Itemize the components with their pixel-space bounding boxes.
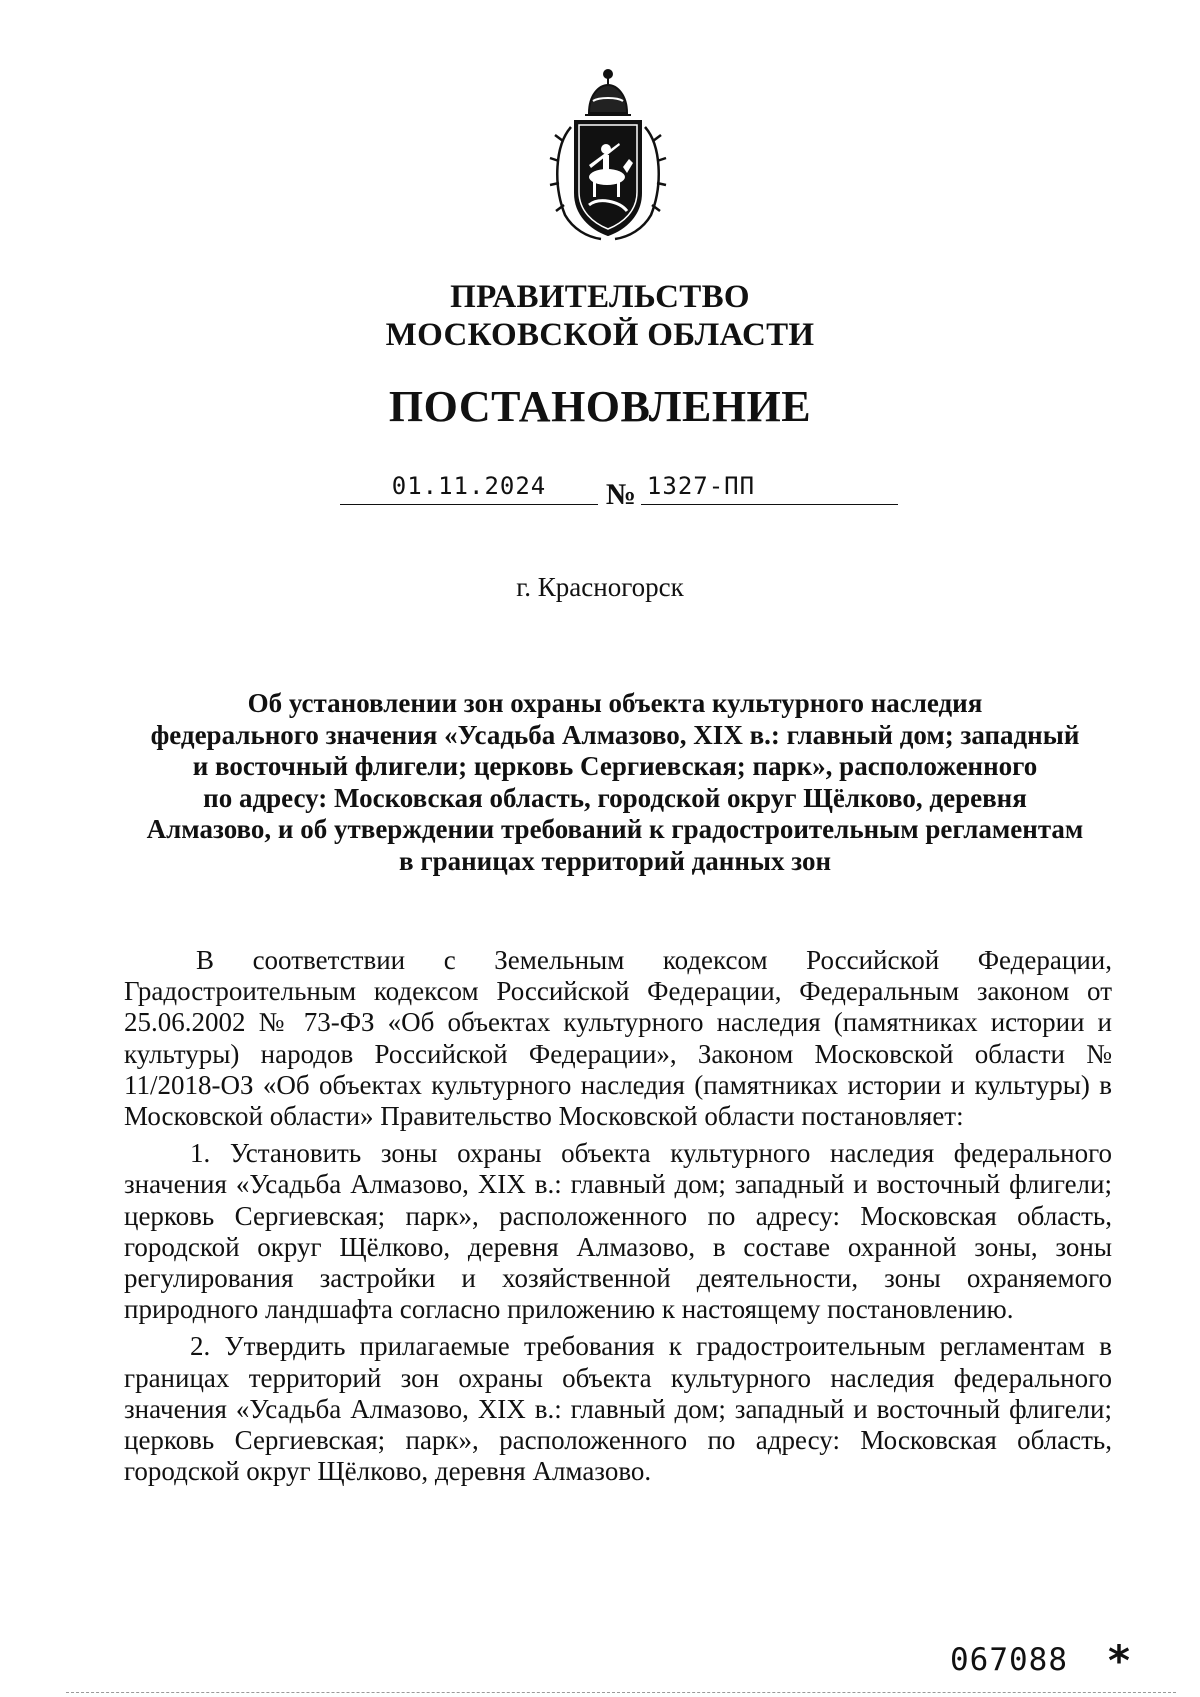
document-type-title: ПОСТАНОВЛЕНИЕ <box>388 382 812 431</box>
clause-2: 2. Утвердить прилагаемые требования к градостроительным регламентам в границах территорий зон охраны объекта культурного наследия федерального значения «Усадьба Алмазово, XIX в.: главный дом; западный и восточный флигели; церковь Сергиевская; парк», расположенного по адресу: Московская область, городской округ Щёлково, деревня Алмазово. <box>124 1331 1112 1487</box>
coat-of-arms-icon <box>549 65 667 243</box>
government-name-line2: МОСКОВСКОЙ ОБЛАСТИ <box>385 317 815 353</box>
document-body <box>124 945 1112 1493</box>
document-date: 01.11.2024 <box>391 472 547 500</box>
document-subject <box>120 688 1110 877</box>
subject-line: Об установлении зон охраны объекта культурного наследия <box>247 688 983 718</box>
number-sign: № <box>605 478 637 511</box>
subject-line: Алмазово, и об утверждении требований к градостроительным регламентам <box>146 814 1084 844</box>
asterisk-mark: * <box>1108 1636 1130 1685</box>
government-name <box>300 278 900 354</box>
subject-line: в границах территорий данных зон <box>399 845 831 876</box>
date-underline <box>340 504 598 505</box>
bottom-dashed-line <box>66 1692 1176 1693</box>
registration-row <box>0 468 1200 511</box>
preamble-paragraph: В соответствии с Земельным кодексом Российской Федерации, Градостроительным кодексом Российской Федерации, Федеральным законом от 25.06.2002 № 73-ФЗ «Об объектах культурного наследия (памятниках истории и культуры) народов Российской Федерации», Законом Московской области № 11/2018-ОЗ «Об объектах культурного наследия (памятниках истории и культуры) в Московской области» Правительство Московской области постановляет: <box>124 945 1112 1132</box>
number-underline <box>641 504 898 505</box>
issue-city: г. Красногорск <box>516 572 684 602</box>
subject-line: по адресу: Московская область, городской округ Щёлково, деревня <box>203 782 1027 813</box>
form-serial-number: 067088 <box>950 1642 1068 1678</box>
government-name-line1: ПРАВИТЕЛЬСТВО <box>450 279 750 315</box>
subject-line: и восточный флигели; церковь Сергиевская; парк», расположенного <box>192 751 1038 781</box>
clause-1: 1. Установить зоны охраны объекта культурного наследия федерального значения «Усадьба Алмазово, XIX в.: главный дом; западный и восточный флигели; церковь Сергиевская; парк», расположенного по адресу: Московская область, городской округ Щёлково, деревня Алмазово, в составе охранной зоны, зоны регулирования застройки и хозяйственной деятельности, зоны охраняемого природного ландшафта согласно приложению к настоящему постановлению. <box>124 1138 1112 1325</box>
document-number: 1327-ПП <box>646 472 756 500</box>
subject-line: федерального значения «Усадьба Алмазово, XIX в.: главный дом; западный <box>150 719 1080 750</box>
